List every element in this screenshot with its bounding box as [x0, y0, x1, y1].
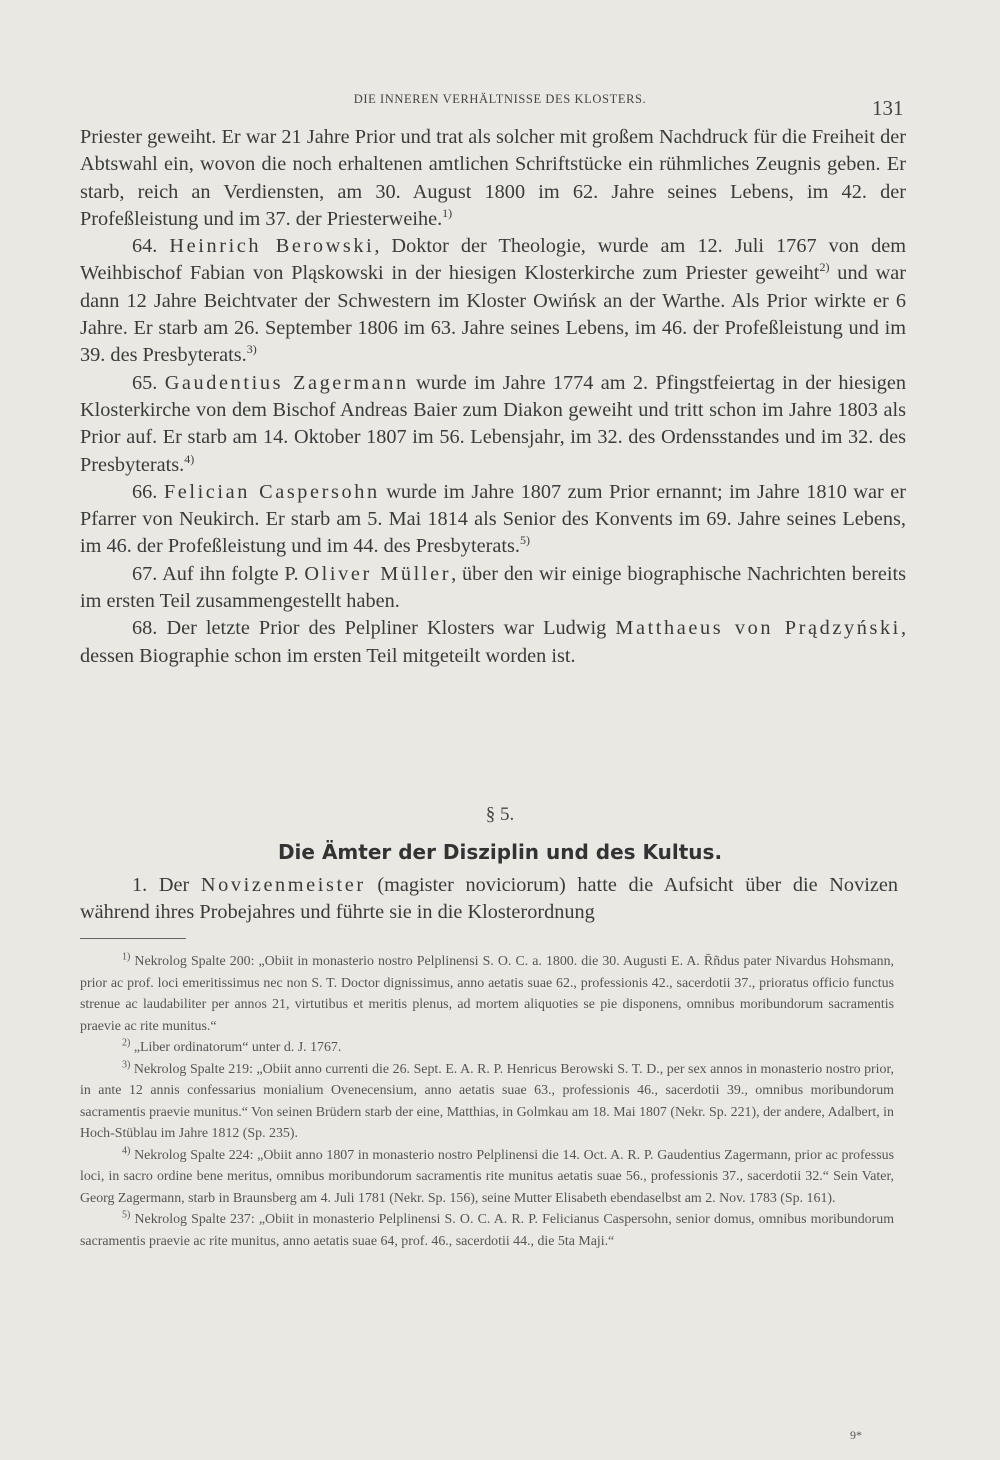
footnote-mark: 4) [184, 451, 195, 466]
footnote-mark: 2) [819, 260, 830, 275]
paragraph-text: wurde im Jahre 1807 zum Prior ernannt; im Jahre 1810 war er Pfarrer von Neukirch. Er starb am 5. Mai 1814 als Senior des Konvents im 69. Jahre seines Lebens, im 46. der Profeßleistung und im 44. des Presbyterats. [80, 480, 907, 558]
paragraph-text: (magister noviciorum) hatte die Aufsicht über die Novizen während ihres Probejahres und führte sie in die Klosterordnung [80, 874, 898, 923]
paragraph-text: Priester geweiht. Er war 21 Jahre Prior und trat als solcher mit großem Nachdruck für die Freiheit der Abtswahl ein, wovon die noch erhaltenen amtlichen Schriftstücke ein rühmliches Zeugnis geben. Er starb, reich an Verdiensten, am 30. August 1800 im 62. Jahre seines Lebens, im 42. der Profeßleistung und im 37. der Priesterweihe. [80, 126, 906, 230]
paragraph-text: und war dann 12 Jahre Beichtvater der Schwestern im Kloster Owińsk an der Warthe. Als Prior wirkte er 6 Jahre. Er starb am 26. September 1806 im 63. Jahre seines Lebens, im 46. der Profeßleistung und im 39. des Presbyterats. [80, 262, 907, 367]
item-number: 1. [132, 874, 148, 896]
item-number: 66. [132, 480, 158, 503]
paragraph [80, 872, 898, 926]
item-number: 67. [132, 562, 158, 585]
footnote-mark: 5) [122, 1209, 131, 1221]
item-number: 65. [132, 371, 158, 394]
paragraph-text: Der [147, 874, 201, 896]
footnote-mark: 3) [122, 1058, 131, 1070]
footnote-mark: 3) [246, 342, 257, 357]
footnote-text: „Liber ordinatorum“ unter d. J. 1767. [130, 1040, 342, 1055]
footnote-mark: 1) [442, 206, 453, 221]
footnote [80, 951, 894, 1037]
footnote-text: Nekrolog Spalte 219: „Obiit anno currenti die 26. Sept. E. A. R. P. Henricus Berowski S. T. D., per sex annos in monasterio nostro prior, in ante 12 annis confessarius monialium Ovenecensium, anno aetatis suae 63., professionis 46., sacerdotii 39., omnibus moribundorum sacramentis praevie munitus.“ Von seinen Brüdern starb der eine, Matthias, in Golmkau am 18. Mai 1807 (Nekr. Sp. 221), der andere, Adalbert, in Hoch-Stüblau im Jahre 1812 (Sp. 235). [80, 1061, 894, 1141]
footnote [80, 1145, 894, 1210]
person-name: Matthaeus von Prądzyński [615, 617, 901, 640]
section-text [80, 872, 898, 926]
item-number: 68. [132, 617, 158, 640]
section-number: § 5. [485, 804, 515, 825]
paragraph-text: , Doktor der Theologie, wurde am 12. Juli 1767 von dem Weihbischof Fabian von Pląskowski in der hiesigen Klosterkirche zum Priester geweiht [80, 235, 906, 285]
footnotes [80, 951, 894, 1252]
paragraph-text: wurde im Jahre 1774 am 2. Pfingstfeiertag in der hiesigen Klosterkirche von dem Bischof Andreas Baier zum Diakon geweiht und tritt schon im Jahre 1803 als Prior auf. Er starb am 14. Oktober 1807 im 56. Lebensjahr, im 32. des Ordensstandes und im 32. des Presbyterats. [80, 371, 906, 476]
footnote-text: Nekrolog Spalte 224: „Obiit anno 1807 in monasterio nostro Pelplinensi die 14. Oct. A. R. P. Gaudentius Zagermann, prior ac professus loci, in sacro ordine bene meritus, omnibus moribundorum sacramentis rite munitus aetatis suae 56., professionis 37., sacerdotii 32.“ Sein Vater, Georg Zagermann, starb in Braunsberg am 4. Juli 1781 (Nekr. Sp. 156), seine Mutter Elisabeth ebendaselbst am 2. Nov. 1783 (Sp. 161). [80, 1147, 894, 1206]
person-name: Gaudentius Zagermann [164, 371, 409, 394]
footnote-mark: 5) [519, 533, 530, 548]
office-name: Novizenmeister [200, 874, 366, 896]
paragraph-text: Der letzte Prior des Pelpliner Klosters war Ludwig [157, 617, 616, 640]
footnote-text: Nekrolog Spalte 237: „Obiit in monasterio Pelplinensi S. O. C. A. R. P. Felicianus Caspersohn, senior domus, omnibus moribundorum sacramentis praevie ac rite munitus, anno aetatis suae 64, prof. 46., sacerdotii 44., die 5ta Maji.“ [80, 1212, 894, 1249]
person-name: Heinrich Berowski [169, 235, 375, 258]
footnote-mark: 4) [122, 1144, 131, 1156]
person-name: Oliver Müller [304, 562, 452, 585]
person-name: Felician Caspersohn [163, 480, 380, 503]
page-number: 131 [872, 96, 904, 120]
footnote [80, 1037, 894, 1059]
paragraph [80, 615, 906, 670]
body-text [80, 124, 906, 670]
paragraph-text: , über den wir einige biographische Nachrichten bereits im ersten Teil zusammengestellt haben. [80, 562, 906, 613]
item-number: 64. [132, 235, 158, 258]
footnote-text: Nekrolog Spalte 200: „Obiit in monasterio nostro Pelplinensi S. O. C. a. 1800. die 30. Augusti E. A. R̄ñdus pater Nivardus Hohsmann, prior ac prof. loci emeritissimus nec non S. T. Doctor dignissimus, anno aetatis suae 62., professionis 42., sacerdotii 37., prioratus officio functus strenue ac laudabiliter per annos 21, virtutibus et meritis plenus, ad mortem aliquoties se pie disponens, omnibus moribundorum sacramentis praevie ac rite munitus.“ [80, 954, 894, 1034]
paragraph-text: Auf ihn folgte P. [157, 562, 305, 585]
paragraph [80, 561, 906, 616]
footnote-mark: 1) [122, 951, 131, 963]
footnote-divider [80, 938, 186, 939]
paragraph [80, 233, 906, 369]
paragraph-text: , dessen Biographie schon im ersten Teil mitgeteilt worden ist. [80, 617, 907, 667]
section-title: Die Ämter der Disziplin und des Kultus. [277, 840, 723, 864]
paragraph [80, 124, 906, 233]
paragraph [80, 479, 906, 561]
footnote [80, 1059, 894, 1145]
paragraph [80, 370, 906, 479]
running-head: DIE INNEREN VERHÄLTNISSE DES KLOSTERS. [353, 92, 647, 106]
footnote-mark: 2) [122, 1037, 131, 1049]
signature-mark: 9* [850, 1428, 862, 1442]
footnote [80, 1209, 894, 1252]
